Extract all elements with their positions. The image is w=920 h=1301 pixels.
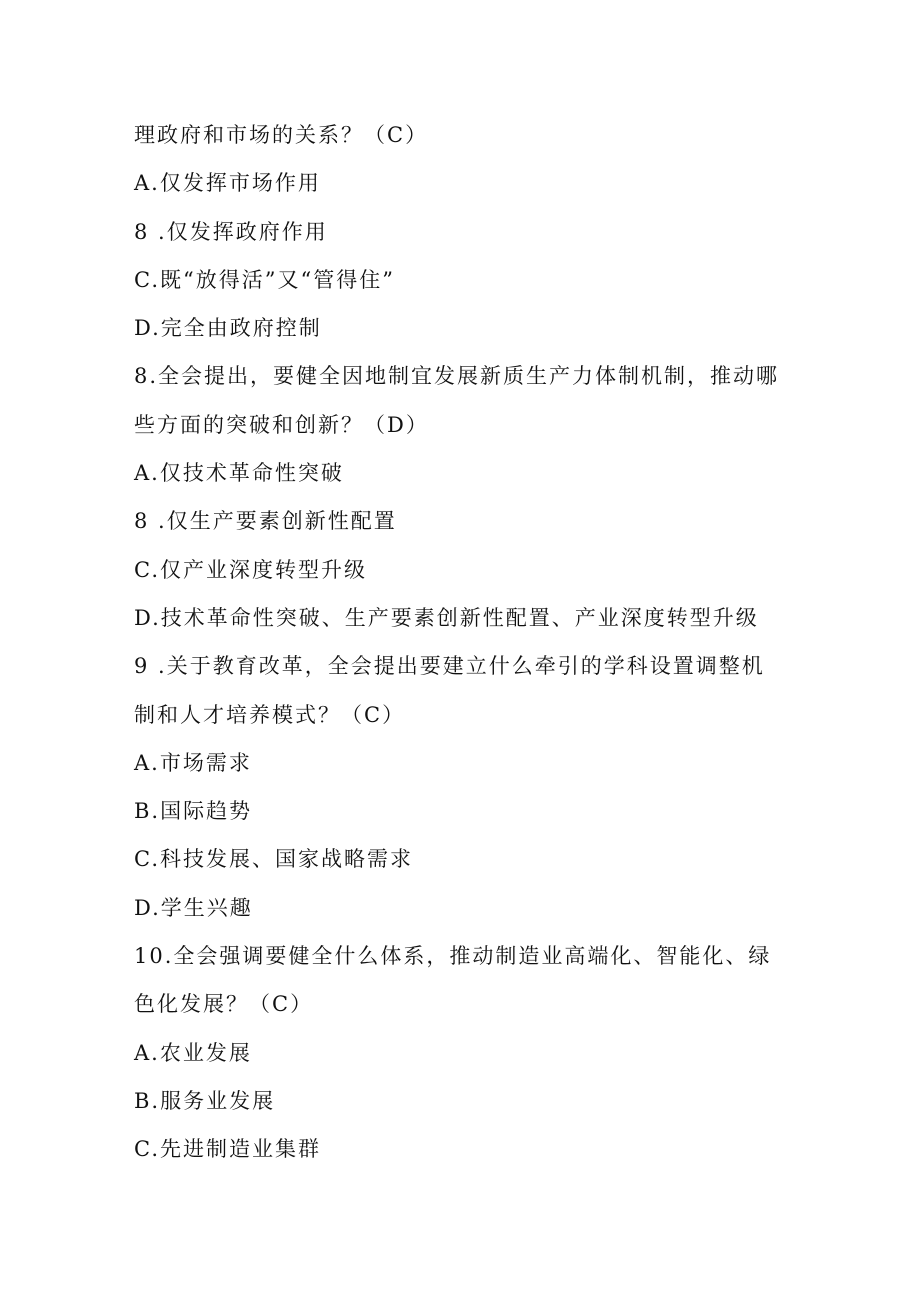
question-9-option-d: D.学生兴趣 — [134, 895, 253, 920]
question-7-stem-continued: 理政府和市场的关系？（C） — [134, 123, 429, 147]
question-8-option-c: C.仅产业深度转型升级 — [134, 557, 367, 582]
question-8-stem: 8.全会提出，要健全因地制宜发展新质生产力体制机制，推动哪 — [134, 364, 780, 389]
question-7-option-a: A.仅发挥市场作用 — [134, 171, 321, 196]
question-10-option-a: A.农业发展 — [134, 1040, 252, 1065]
question-8-option-a: A.仅技术革命性突破 — [134, 461, 344, 486]
question-10-stem-continued: 色化发展？（C） — [134, 992, 314, 1017]
question-10-stem: 10.全会强调要健全什么体系，推动制造业高端化、智能化、绿 — [134, 944, 772, 969]
question-7-option-d: D.完全由政府控制 — [134, 316, 322, 341]
question-10-option-c: C.先进制造业集群 — [134, 1137, 321, 1162]
question-8-stem-continued: 些方面的突破和创新？（D） — [134, 412, 429, 437]
question-9-stem-continued: 制和人才培养模式？（C） — [134, 702, 406, 727]
question-9-option-b: B.国际趋势 — [134, 799, 253, 824]
question-7-option-b: 8 .仅发挥政府作用 — [134, 219, 328, 244]
question-10-option-b: B.服务业发展 — [134, 1088, 276, 1113]
question-8-option-b: 8 .仅生产要素创新性配置 — [134, 509, 397, 534]
question-9-stem: 9 .关于教育改革，全会提出要建立什么牵引的学科设置调整机 — [134, 654, 765, 679]
question-9-option-a: A.市场需求 — [134, 750, 252, 775]
question-8-option-d: D.技术革命性突破、生产要素创新性配置、产业深度转型升级 — [134, 605, 759, 630]
document-body — [134, 111, 814, 1174]
question-9-option-c: C.科技发展、国家战略需求 — [134, 847, 413, 872]
question-7-option-c: C.既“放得活”又“管得住” — [134, 267, 395, 292]
